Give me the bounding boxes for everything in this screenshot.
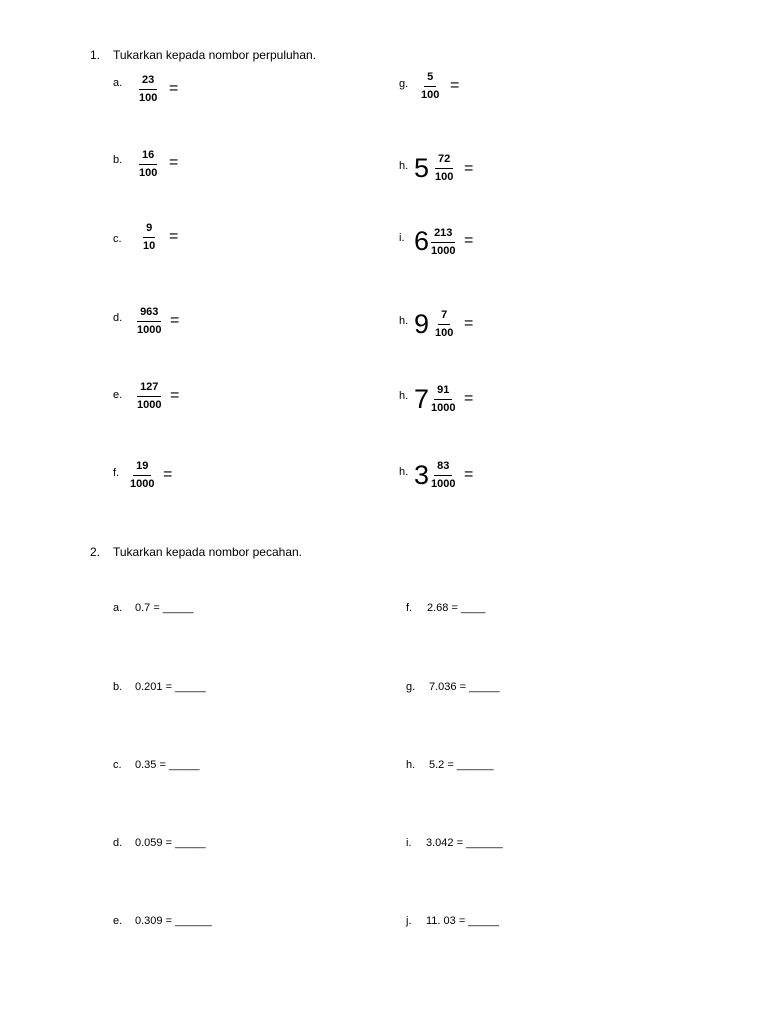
item-1h4-numerator: 83 [434,460,452,476]
item-1f-fraction [127,460,157,491]
item-1h3-fraction [428,384,458,415]
item-1h4-denominator: 1000 [431,478,456,490]
item-2g-label: g. [406,681,416,693]
item-1g-equals: = [450,77,460,94]
item-1e-numerator: 127 [137,381,161,397]
item-2a-label: a. [113,602,123,614]
item-1d-fraction [134,306,164,337]
item-2j-label: j. [406,915,412,927]
item-1h-label: h. [399,160,409,172]
item-2c-expression: 0.35 = _____ [135,759,200,771]
item-1i-numerator: 213 [431,227,455,243]
item-1h2-denominator: 100 [435,327,454,339]
item-1h-denominator: 100 [435,171,454,183]
item-2b-expression: 0.201 = _____ [135,681,206,693]
question-1-title: Tukarkan kepada nombor perpuluhan. [113,48,317,62]
item-1a-fraction [136,74,160,105]
item-1h2-equals: = [464,315,474,332]
item-1b-label: b. [113,154,123,166]
item-1d-denominator: 1000 [137,324,162,336]
item-1d-equals: = [170,312,180,329]
item-1a-label: a. [113,77,123,89]
item-2f-expression: 2.68 = ____ [427,602,486,614]
item-1f-numerator: 19 [133,460,151,476]
item-2h-label: h. [406,759,416,771]
item-1i-equals: = [464,232,474,249]
item-1b-denominator: 100 [139,167,158,179]
item-1b-equals: = [169,154,179,171]
item-1g-denominator: 100 [421,89,440,101]
item-1d-label: d. [113,312,123,324]
item-1f-label: f. [113,467,120,479]
item-1h-fraction [432,153,456,184]
item-1e-fraction [134,381,164,412]
item-2d-expression: 0.059 = _____ [135,837,206,849]
item-1h-whole: 5 [414,153,430,183]
question-2-title: Tukarkan kepada nombor pecahan. [113,545,303,559]
item-1e-equals: = [170,387,180,404]
item-2e-expression: 0.309 = ______ [135,915,212,927]
item-2j-expression: 11. 03 = _____ [426,915,499,927]
item-1a-numerator: 23 [139,74,157,90]
item-2f-label: f. [406,602,413,614]
item-1h2-whole: 9 [414,309,430,339]
item-1e-denominator: 1000 [137,399,162,411]
item-1h3-denominator: 1000 [431,402,456,414]
item-1d-numerator: 963 [137,306,161,322]
item-1f-denominator: 1000 [130,478,155,490]
item-1h3-numerator: 91 [434,384,452,400]
item-1c-label: c. [113,233,122,245]
item-1e-label: e. [113,389,123,401]
item-1g-numerator: 5 [424,71,436,87]
item-1h3-whole: 7 [414,384,430,414]
item-1h4-label: h. [399,466,409,478]
item-2g-expression: 7.036 = _____ [429,681,500,693]
item-1c-fraction [140,222,158,253]
item-2i-expression: 3.042 = ______ [426,837,503,849]
item-1g-fraction [418,71,442,102]
item-1h-numerator: 72 [435,153,453,169]
item-2b-label: b. [113,681,123,693]
item-1i-label: i. [399,232,405,244]
item-1c-equals: = [169,228,179,245]
item-1h4-fraction [428,460,458,491]
item-1a-equals: = [169,80,179,97]
item-2a-expression: 0.7 = _____ [135,602,194,614]
item-1b-fraction [136,149,160,180]
item-1h3-label: h. [399,390,409,402]
item-2h-expression: 5.2 = ______ [429,759,494,771]
item-1c-numerator: 9 [143,222,155,238]
item-1i-whole: 6 [414,226,430,256]
item-2e-label: e. [113,915,123,927]
item-1b-numerator: 16 [139,149,157,165]
item-1h2-fraction [432,309,456,340]
item-1h4-whole: 3 [414,460,430,490]
item-1h-equals: = [464,160,474,177]
item-1c-denominator: 10 [143,240,156,252]
item-1h4-equals: = [464,466,474,483]
item-1i-denominator: 1000 [431,245,456,257]
question-2-number: 2. [90,545,101,559]
item-1f-equals: = [163,466,173,483]
item-1a-denominator: 100 [139,92,158,104]
item-1h2-numerator: 7 [438,309,450,325]
item-1h3-equals: = [464,390,474,407]
item-2d-label: d. [113,837,123,849]
item-2c-label: c. [113,759,122,771]
item-1h2-label: h. [399,315,409,327]
item-1i-fraction [428,227,458,258]
item-1g-label: g. [399,78,409,90]
question-1-number: 1. [90,48,101,62]
item-2i-label: i. [406,837,412,849]
